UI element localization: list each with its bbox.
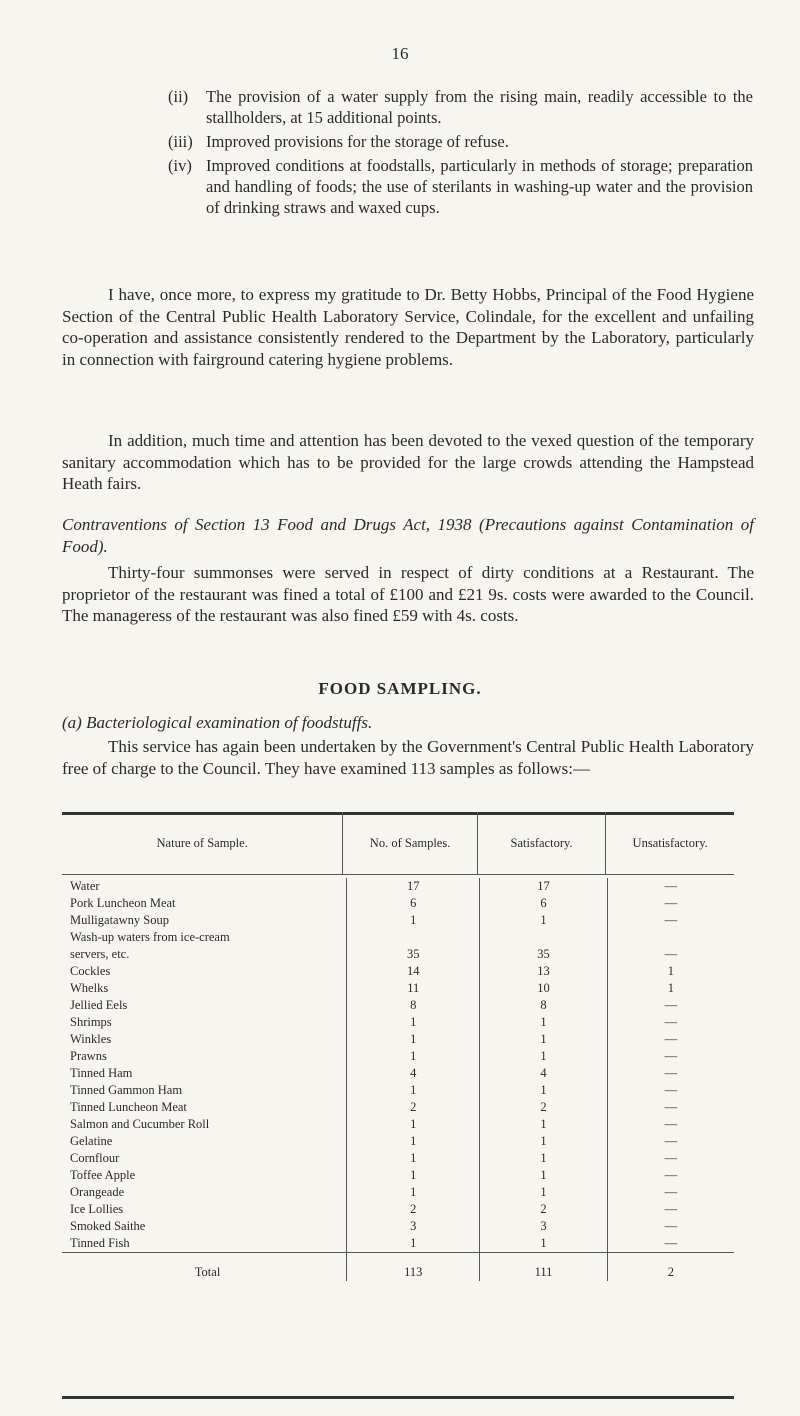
satisfactory-count: 1	[480, 1048, 607, 1065]
table-row	[62, 878, 734, 895]
table-row	[62, 1099, 734, 1116]
table-rows	[62, 878, 734, 1281]
unsatisfactory-count: —	[607, 1218, 734, 1235]
sample-name: Tinned Ham	[70, 1066, 133, 1080]
satisfactory-count: 1	[480, 1082, 607, 1099]
satisfactory-count: 17	[480, 878, 607, 895]
table-row	[62, 1235, 734, 1253]
table-row	[62, 1014, 734, 1031]
sample-count: 1	[347, 1133, 480, 1150]
sample-count: 1	[347, 1031, 480, 1048]
satisfactory-count: 1	[480, 1150, 607, 1167]
table-row	[62, 1048, 734, 1065]
unsatisfactory-count: —	[607, 1116, 734, 1133]
unsatisfactory-count: —	[607, 946, 734, 963]
total-satisfactory: 111	[480, 1253, 607, 1282]
unsatisfactory-count: —	[607, 895, 734, 912]
total-samples: 113	[347, 1253, 480, 1282]
table-row	[62, 980, 734, 997]
unsatisfactory-count: 1	[607, 980, 734, 997]
satisfactory-count	[480, 929, 607, 946]
sample-count: 1	[347, 1014, 480, 1031]
sample-name: Salmon and Cucumber Roll	[70, 1117, 210, 1131]
satisfactory-count: 13	[480, 963, 607, 980]
sample-count: 11	[347, 980, 480, 997]
satisfactory-count: 1	[480, 1184, 607, 1201]
table-body	[62, 878, 734, 1281]
satisfactory-count: 1	[480, 1014, 607, 1031]
list-item-number: (iii)	[168, 132, 193, 151]
sample-count	[347, 929, 480, 946]
unsatisfactory-count: —	[607, 997, 734, 1014]
table-row	[62, 963, 734, 980]
unsatisfactory-count: —	[607, 1184, 734, 1201]
unsatisfactory-count: —	[607, 1235, 734, 1253]
column-header-samples: No. of Samples.	[343, 812, 477, 874]
satisfactory-count: 1	[480, 1235, 607, 1253]
sample-name: Tinned Gammon Ham	[70, 1083, 183, 1097]
list-item	[168, 131, 753, 152]
table-row	[62, 1150, 734, 1167]
sample-name: Ice Lollies	[70, 1202, 124, 1216]
sample-name: Winkles	[70, 1032, 112, 1046]
unsatisfactory-count: —	[607, 1065, 734, 1082]
sample-name: Shrimps	[70, 1015, 112, 1029]
sample-name: servers, etc.	[70, 947, 130, 961]
list-item	[168, 155, 753, 218]
food-sampling-heading: FOOD SAMPLING.	[318, 679, 482, 698]
table-row	[62, 1218, 734, 1235]
list-item-number: (iv)	[168, 156, 192, 175]
total-label: Total	[62, 1253, 347, 1282]
unsatisfactory-count: —	[607, 1031, 734, 1048]
table-bottom-rule	[62, 1396, 734, 1399]
satisfactory-count: 2	[480, 1099, 607, 1116]
sample-name: Whelks	[70, 981, 109, 995]
sample-name: Pork Luncheon Meat	[70, 896, 176, 910]
sample-count: 4	[347, 1065, 480, 1082]
sample-name: Wash-up waters from ice-cream	[70, 930, 230, 944]
table-total-row	[62, 1253, 734, 1282]
table-row	[62, 997, 734, 1014]
sample-name: Water	[70, 879, 100, 893]
page-number: 16	[391, 44, 409, 63]
satisfactory-count: 35	[480, 946, 607, 963]
list-item-number: (ii)	[168, 87, 189, 106]
unsatisfactory-count: —	[607, 1201, 734, 1218]
total-unsatisfactory: 2	[607, 1253, 734, 1282]
sample-name: Cornflour	[70, 1151, 120, 1165]
summonses-paragraph: Thirty-four summonses were served in respect of dirty conditions at a Restaurant. The proprietor of the restaurant was fined a total of £100 and £21 9s. costs were awarded to the Council. The manageress of the restaurant was also fined £59 with 4s. costs.	[62, 563, 754, 625]
table-row	[62, 946, 734, 963]
samples-table	[62, 812, 734, 874]
sample-count: 1	[347, 1184, 480, 1201]
sample-count: 2	[347, 1201, 480, 1218]
table-header-row	[62, 812, 734, 874]
improvements-list	[168, 86, 753, 221]
unsatisfactory-count: —	[607, 1167, 734, 1184]
unsatisfactory-count: —	[607, 1099, 734, 1116]
sample-name: Gelatine	[70, 1134, 113, 1148]
unsatisfactory-count: —	[607, 1133, 734, 1150]
satisfactory-count: 2	[480, 1201, 607, 1218]
list-item-text: Improved conditions at foodstalls, particularly in methods of storage; preparation and handling of foods; the use of sterilants in washing-up water and the provision of drinking straws and waxed cups.	[206, 156, 753, 217]
table-row	[62, 1184, 734, 1201]
sample-name: Tinned Fish	[70, 1236, 130, 1250]
sample-name: Tinned Luncheon Meat	[70, 1100, 187, 1114]
unsatisfactory-count: —	[607, 1014, 734, 1031]
sample-count: 1	[347, 1150, 480, 1167]
table-row	[62, 1031, 734, 1048]
list-item-text: The provision of a water supply from the rising main, readily accessible to the stallholders, at 15 additional points.	[206, 87, 753, 127]
satisfactory-count: 1	[480, 1133, 607, 1150]
table-header-rule	[62, 874, 734, 875]
bacteriological-heading: (a) Bacteriological examination of foodstuffs.	[62, 713, 373, 732]
table-row	[62, 1082, 734, 1099]
unsatisfactory-count: —	[607, 878, 734, 895]
sample-count: 1	[347, 1048, 480, 1065]
table-row	[62, 895, 734, 912]
column-header-satisfactory: Satisfactory.	[477, 812, 606, 874]
sample-count: 14	[347, 963, 480, 980]
sample-name: Orangeade	[70, 1185, 125, 1199]
satisfactory-count: 4	[480, 1065, 607, 1082]
sample-count: 6	[347, 895, 480, 912]
column-header-unsatisfactory: Unsatisfactory.	[606, 812, 734, 874]
column-header-nature: Nature of Sample.	[156, 835, 248, 850]
unsatisfactory-count: —	[607, 912, 734, 929]
table-row	[62, 1201, 734, 1218]
satisfactory-count: 1	[480, 1116, 607, 1133]
table-row	[62, 912, 734, 929]
gratitude-paragraph: I have, once more, to express my gratitude to Dr. Betty Hobbs, Principal of the Food Hygiene Section of the Central Public Health Laboratory Service, Colindale, for the excellent and unfailing co-operation and assistance consistently rendered to the Department by the Laboratory, particularly in connection with fairground catering hygiene problems.	[62, 285, 754, 369]
sample-count: 17	[347, 878, 480, 895]
service-paragraph: This service has again been undertaken by the Government's Central Public Health Laboratory free of charge to the Council. They have examined 113 samples as follows:—	[62, 737, 754, 778]
list-item	[168, 86, 753, 128]
table-row	[62, 929, 734, 946]
addition-paragraph: In addition, much time and attention has been devoted to the vexed question of the temporary sanitary accommodation which has to be provided for the large crowds attending the Hampstead Heath fairs.	[62, 431, 754, 493]
sample-count: 3	[347, 1218, 480, 1235]
table-row	[62, 1133, 734, 1150]
sample-count: 1	[347, 912, 480, 929]
sample-name: Prawns	[70, 1049, 107, 1063]
contraventions-heading: Contraventions of Section 13 Food and Drugs Act, 1938 (Precautions against Contamination of Food).	[62, 515, 754, 556]
satisfactory-count: 1	[480, 912, 607, 929]
sample-count: 1	[347, 1235, 480, 1253]
satisfactory-count: 6	[480, 895, 607, 912]
sample-count: 1	[347, 1082, 480, 1099]
unsatisfactory-count: —	[607, 1150, 734, 1167]
sample-name: Toffee Apple	[70, 1168, 136, 1182]
sample-name: Jellied Eels	[70, 998, 128, 1012]
sample-name: Smoked Saithe	[70, 1219, 146, 1233]
sample-count: 8	[347, 997, 480, 1014]
unsatisfactory-count	[607, 929, 734, 946]
sample-count: 35	[347, 946, 480, 963]
sample-count: 1	[347, 1167, 480, 1184]
sample-name: Cockles	[70, 964, 111, 978]
satisfactory-count: 10	[480, 980, 607, 997]
satisfactory-count: 1	[480, 1167, 607, 1184]
table-row	[62, 1167, 734, 1184]
sample-count: 1	[347, 1116, 480, 1133]
table-row	[62, 1065, 734, 1082]
unsatisfactory-count: —	[607, 1048, 734, 1065]
sample-count: 2	[347, 1099, 480, 1116]
table-row	[62, 1116, 734, 1133]
satisfactory-count: 8	[480, 997, 607, 1014]
list-item-text: Improved provisions for the storage of refuse.	[206, 132, 509, 151]
satisfactory-count: 3	[480, 1218, 607, 1235]
satisfactory-count: 1	[480, 1031, 607, 1048]
unsatisfactory-count: 1	[607, 963, 734, 980]
sample-name: Mulligatawny Soup	[70, 913, 169, 927]
unsatisfactory-count: —	[607, 1082, 734, 1099]
